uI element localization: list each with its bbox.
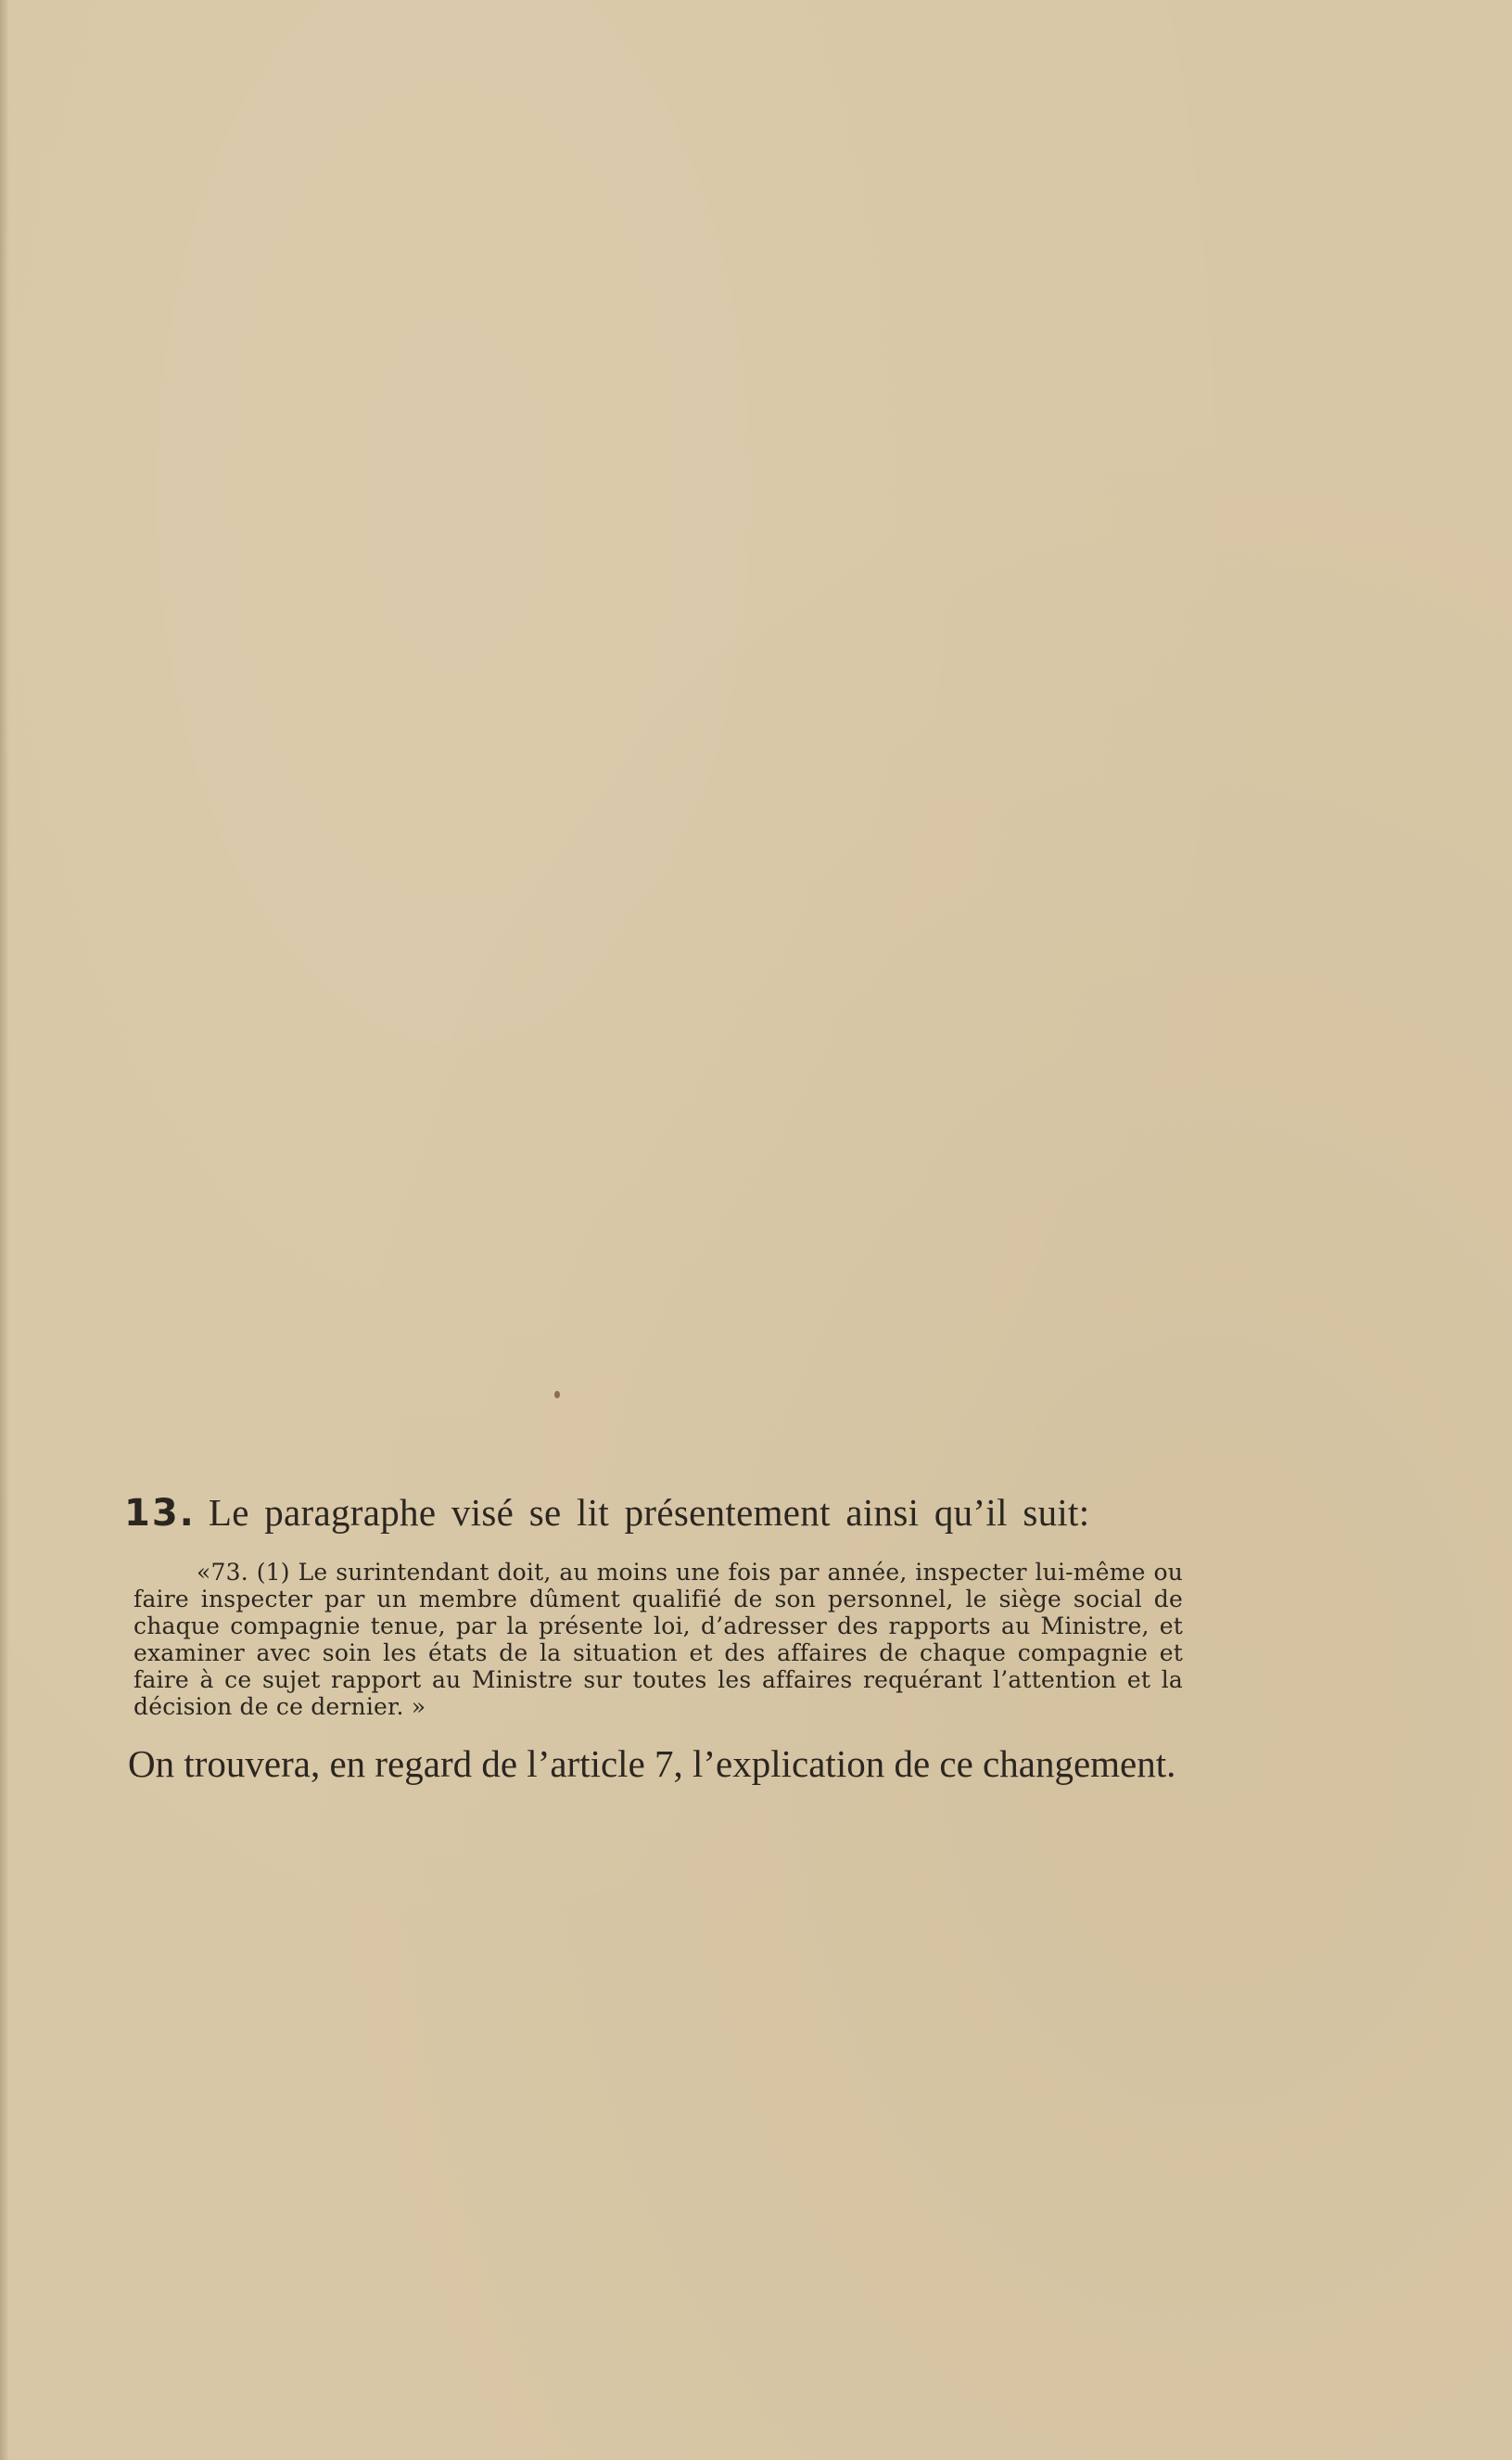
page-edge-shadow — [0, 0, 9, 2460]
quoted-statute — [133, 1559, 1183, 1720]
closing-paragraph — [85, 1742, 1188, 1785]
paper-speck — [554, 1391, 560, 1398]
section-paragraph — [85, 1491, 1188, 1535]
quote-lead: «73. (1) — [197, 1559, 290, 1586]
closing-text: On trouvera, en regard de l’article 7, l’explication de ce changement. — [128, 1742, 1176, 1785]
quote-text: Le surintendant doit, au moins une fois par année, inspecter lui-même ou faire inspecter par un membre dûment qualifié de son personnel, le siège social de chaque compagnie tenue, par la présente loi, d’adresser des rapports au Ministre, et examiner avec soin les états de la situation et des affaires de chaque compagnie et faire à ce sujet rapport au Ministre sur toutes les affaires requérant l’attention et la décision de ce dernier. » — [133, 1559, 1184, 1720]
text-block — [85, 1491, 1188, 1785]
section-number: 13. — [124, 1492, 196, 1535]
section-heading-text: Le paragraphe visé se lit présentement ainsi qu’il suit: — [208, 1491, 1090, 1534]
